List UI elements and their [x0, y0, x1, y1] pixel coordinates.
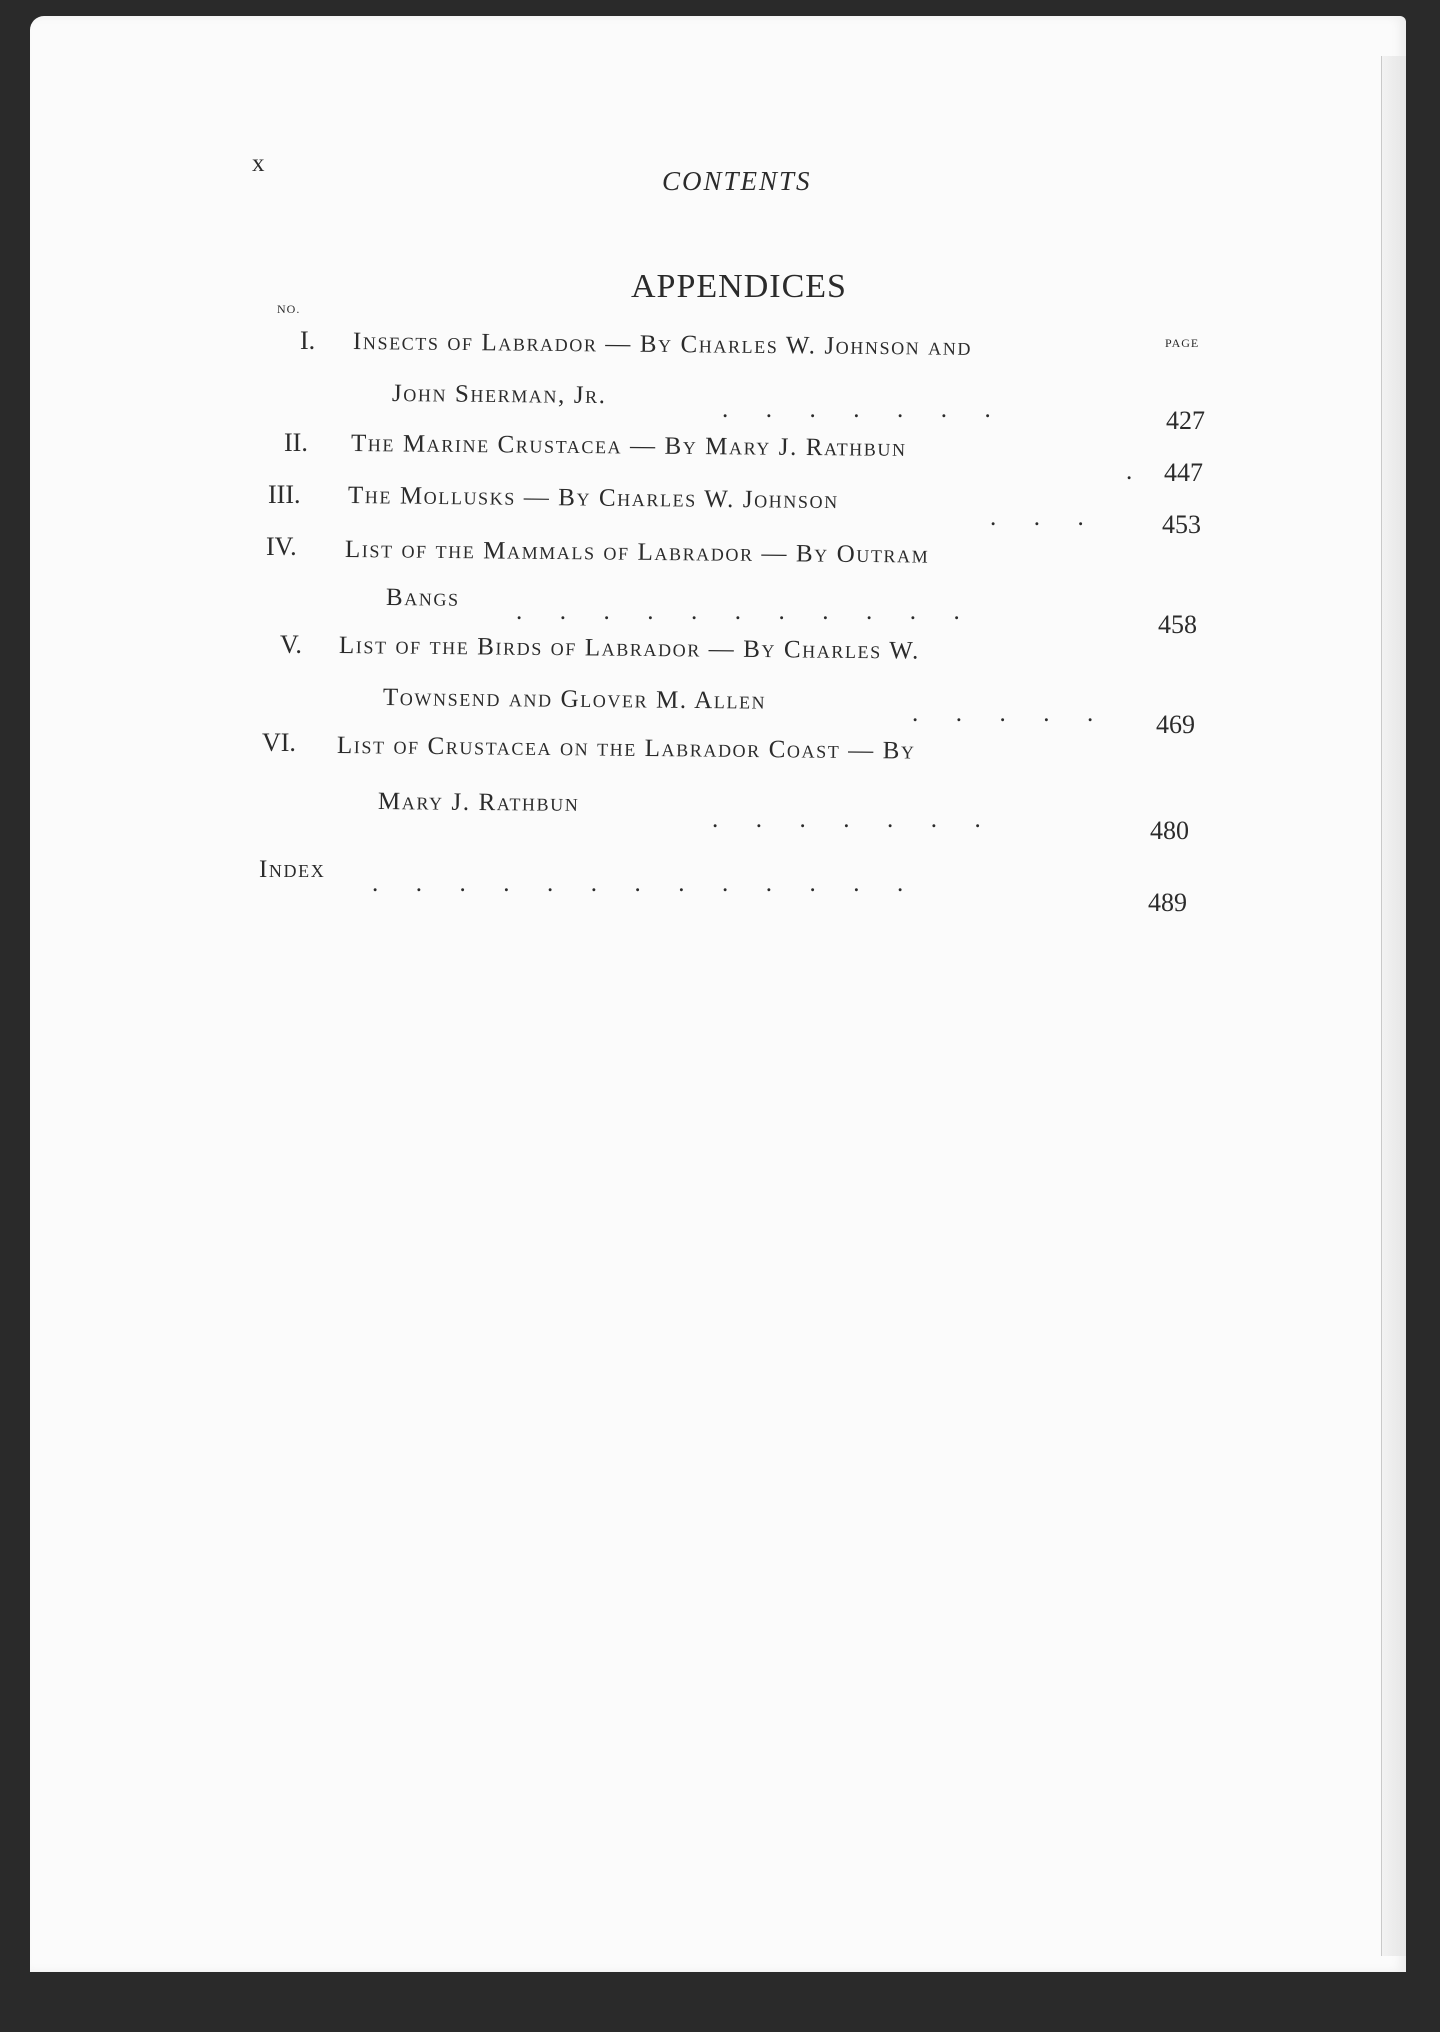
- column-heading-page: PAGE: [1165, 336, 1200, 350]
- dot-leader: .: [1126, 458, 1133, 485]
- dot-leader: . . . . . . .: [722, 396, 991, 423]
- entry-title-line: Townsend and Glover M. Allen: [382, 684, 767, 715]
- entry-title-line: List of the Mammals of Labrador — By Outram: [344, 536, 930, 569]
- entry-title-line: The Marine Crustacea — By Mary J. Rathbun: [350, 430, 907, 462]
- entry-title-line: John Sherman, Jr.: [391, 380, 607, 410]
- entry-numeral: III.: [268, 480, 301, 509]
- entry-page-number: 480: [1150, 816, 1189, 845]
- entry-numeral: IV.: [266, 532, 297, 561]
- dot-leader: . . . . . . . . . . .: [516, 598, 960, 625]
- book-page: [30, 16, 1406, 1972]
- page-edge: [1381, 56, 1406, 1956]
- entry-page-number: 453: [1162, 510, 1201, 539]
- folio-number: x: [252, 150, 265, 177]
- entry-page-number: 447: [1164, 458, 1203, 487]
- running-head: CONTENTS: [662, 166, 812, 196]
- dot-leader: . . . . . . . . . . . . .: [372, 870, 904, 897]
- entry-numeral: V.: [280, 630, 302, 659]
- section-title: APPENDICES: [631, 268, 847, 305]
- entry-numeral: VI.: [262, 728, 296, 757]
- dot-leader: . . .: [990, 504, 1084, 531]
- dot-leader: . . . . . . .: [712, 806, 981, 833]
- entry-title-line: List of Crustacea on the Labrador Coast — By: [336, 732, 916, 765]
- entry-title-line: The Mollusks — By Charles W. Johnson: [347, 482, 839, 515]
- entry-title-line: Mary J. Rathbun: [377, 788, 580, 817]
- column-heading-no: NO.: [277, 302, 301, 316]
- entry-page-number: 427: [1166, 406, 1205, 435]
- dot-leader: . . . . .: [912, 700, 1094, 727]
- entry-title-line: Insects of Labrador — By Charles W. Johnson and: [352, 328, 973, 361]
- entry-page-number: 458: [1158, 610, 1197, 639]
- entry-title-line: List of the Birds of Labrador — By Charles W.: [338, 632, 921, 665]
- index-page-number: 489: [1148, 888, 1187, 917]
- entry-title-line: Bangs: [385, 584, 460, 612]
- entry-page-number: 469: [1156, 710, 1195, 739]
- entry-numeral: II.: [284, 428, 308, 457]
- index-label: Index: [259, 856, 326, 883]
- entry-numeral: I.: [300, 326, 316, 355]
